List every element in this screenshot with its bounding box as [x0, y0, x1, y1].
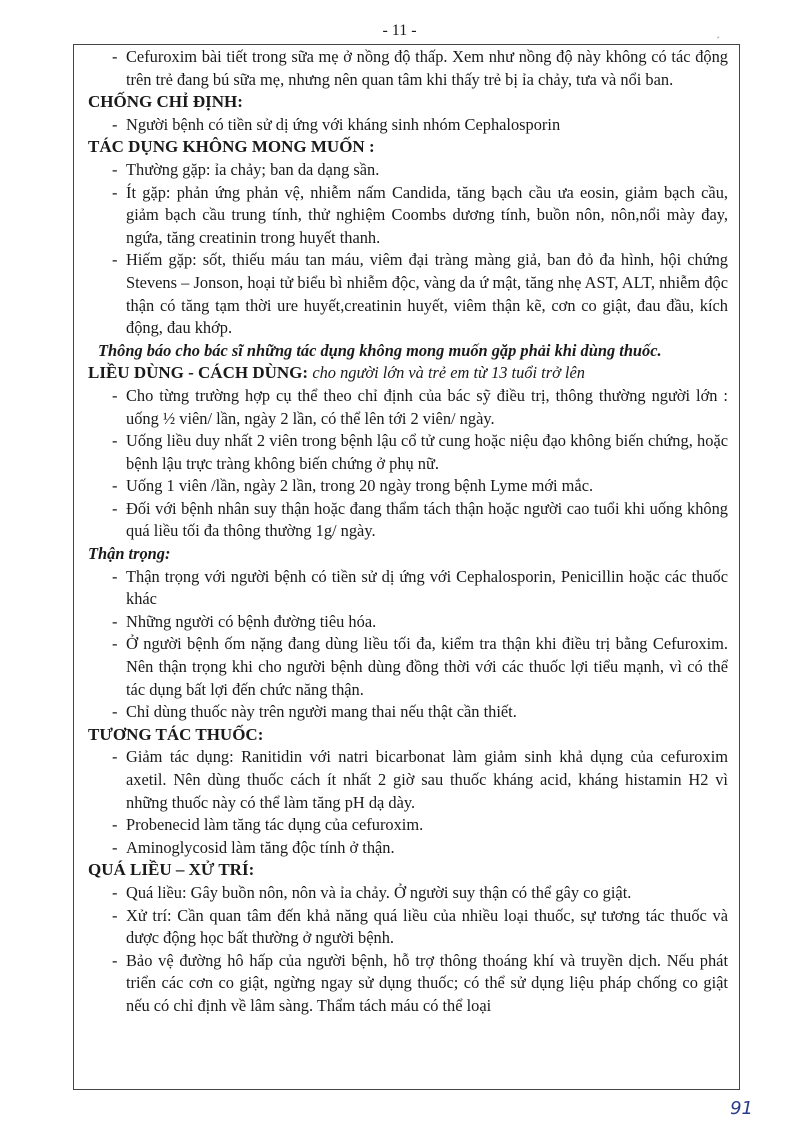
side-effects-notice: Thông báo cho bác sĩ những tác dụng không mong muốn gặp phải khi dùng thuốc.: [98, 340, 662, 360]
list-item: - Thường gặp: ỉa chảy; ban da dạng sần.: [88, 159, 728, 182]
list-item: - Đối với bệnh nhân suy thận hoặc đang thẩm tách thận hoặc người cao tuổi khi uống không quá liều tối đa thông thường 1g/ ngày.: [88, 498, 728, 543]
list-item: - Thận trọng với người bệnh có tiền sử dị ứng với Cephalosporin, Penicillin hoặc các thuốc khác: [88, 566, 728, 611]
margin-mark: ´: [716, 34, 720, 48]
list-item: - Uống 1 viên /lần, ngày 2 lần, trong 20 ngày trong bệnh Lyme mới mắc.: [88, 475, 728, 498]
list-item: - Uống liều duy nhất 2 viên trong bệnh lậu cổ tử cung hoặc niệu đạo không biến chứng, hoặc bệnh lậu trực tràng không biến chứng ở phụ nữ.: [88, 430, 728, 475]
precautions-heading: Thận trọng:: [88, 544, 171, 564]
interactions-list: [88, 746, 728, 859]
dosage-title: LIỀU DÙNG - CÁCH DÙNG:: [88, 363, 309, 383]
precautions-list: [88, 566, 728, 724]
list-item: - Giảm tác dụng: Ranitidin với natri bicarbonat làm giảm sinh khả dụng của cefuroxim axetil. Nên dùng thuốc cách ít nhất 2 giờ sau thuốc kháng acid, kháng histamin H2 vì những thuốc này có thể làm tăng pH dạ dày.: [88, 746, 728, 814]
dosage-heading: [88, 362, 728, 385]
contraindications-heading: CHỐNG CHỈ ĐỊNH:: [88, 92, 243, 112]
side-effects-heading: TÁC DỤNG KHÔNG MONG MUỐN :: [88, 137, 375, 157]
list-item: - Ít gặp: phản ứng phản vệ, nhiễm nấm Candida, tăng bạch cầu ưa eosin, giảm bạch cầu, giảm bạch cầu trung tính, thử nghiệm Coombs dương tính, buồn nôn, nôn,nổi mày đay, ngứa, tăng creatinin trong huyết thanh.: [88, 182, 728, 250]
list-item: - Cho từng trường hợp cụ thể theo chỉ định của bác sỹ điều trị, thông thường người lớn : uống ½ viên/ lần, ngày 2 lần, có thể lên tới 2 viên/ ngày.: [88, 385, 728, 430]
list-item: - Bảo vệ đường hô hấp của người bệnh, hỗ trợ thông thoáng khí và truyền dịch. Nếu phát triển các cơn co giật, ngừng ngay sử dụng thuốc; có thể sử dụng liệu pháp chống co giật nếu có chỉ định về lâm sàng. Thẩm tách máu có thể loại: [88, 950, 728, 1018]
overdose-list: [88, 882, 728, 1018]
list-item: - Chỉ dùng thuốc này trên người mang thai nếu thật cần thiết.: [88, 701, 728, 724]
list-item: - Ở người bệnh ốm nặng đang dùng liều tối đa, kiểm tra thận khi điều trị bằng Cefuroxim. Nên thận trọng khi cho người bệnh dùng đồng thời với các thuốc lợi tiểu mạnh, vì có thể tác dụng bất lợi đến chức năng thận.: [88, 633, 728, 701]
list-item: - Cefuroxim bài tiết trong sữa mẹ ở nồng độ thấp. Xem như nồng độ này không có tác động trên trẻ đang bú sữa mẹ, nhưng nên quan tâm khi thấy trẻ bị ỉa chảy, tưa và nổi ban.: [88, 46, 728, 91]
side-effects-list: [88, 159, 728, 340]
handwritten-page-mark: 91: [730, 1098, 753, 1119]
intro-list: [88, 46, 728, 91]
list-item: - Aminoglycosid làm tăng độc tính ở thận.: [88, 837, 728, 860]
document-body: [88, 46, 728, 1018]
dosage-list: [88, 385, 728, 543]
overdose-heading: QUÁ LIỀU – XỬ TRÍ:: [88, 860, 255, 880]
list-item: - Những người có bệnh đường tiêu hóa.: [88, 611, 728, 634]
list-item: - Người bệnh có tiền sử dị ứng với kháng sinh nhóm Cephalosporin: [88, 114, 728, 137]
list-item: - Quá liều: Gây buồn nôn, nôn và ỉa chảy. Ở người suy thận có thể gây co giật.: [88, 882, 728, 905]
list-item: - Xử trí: Cần quan tâm đến khả năng quá liều của nhiều loại thuốc, sự tương tác thuốc và dược động học bất thường ở người bệnh.: [88, 905, 728, 950]
list-item: - Hiếm gặp: sốt, thiếu máu tan máu, viêm đại tràng màng giả, ban đỏ đa hình, hội chứng Stevens – Jonson, hoại tử biểu bì nhiễm độc, vàng da ứ mật, tăng nhẹ AST, ALT, nhiễm độc thận có tăng tạm thời ure huyết,creatinin huyết, viêm thận kẽ, cơn co giật, đau đầu, kích động, đau khớp.: [88, 249, 728, 339]
page-number: - 11 -: [382, 22, 417, 39]
list-item: - Probenecid làm tăng tác dụng của cefuroxim.: [88, 814, 728, 837]
dosage-title-note: cho người lớn và trẻ em từ 13 tuổi trở lên: [312, 363, 585, 383]
contraindications-list: [88, 114, 728, 137]
interactions-heading: TƯƠNG TÁC THUỐC:: [88, 724, 264, 744]
